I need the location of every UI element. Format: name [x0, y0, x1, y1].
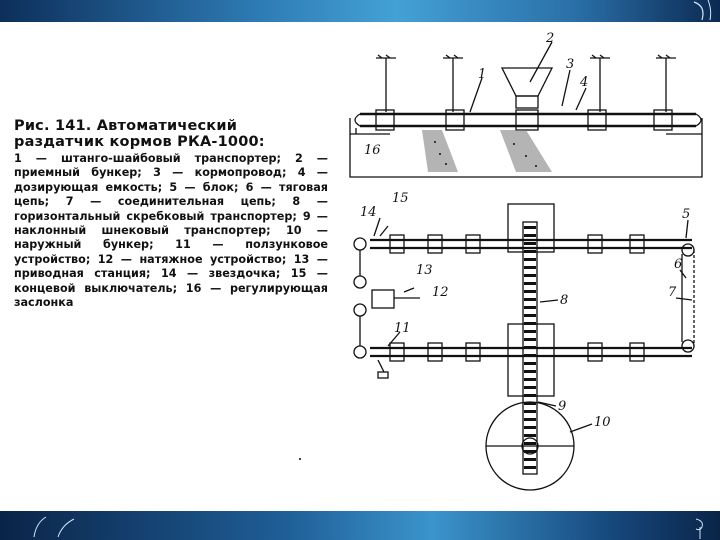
label-1: 1: [478, 67, 487, 82]
corner-curl-icon: [690, 0, 720, 22]
caption-title: Рис. 141. Автоматический раздатчик кормов РКА-1000:: [14, 118, 265, 150]
bottom-left-curl-icon: [28, 513, 88, 539]
figure-caption: [14, 118, 328, 310]
label-14: 14: [360, 205, 377, 220]
label-16: 16: [364, 143, 381, 158]
label-8: 8: [560, 293, 569, 308]
bottom-right-curl-icon: [660, 513, 718, 539]
caption-legend-text: 1 — штанго-шайбовый транспортер; 2 — приемный бункер; 3 — кормопровод; 4 — дозирующая емкость; 5 — блок; 6 — тяговая цепь; 7 — соединительная цепь; 8 — горизонтальный скребковый транспортер; 9 — наклонный шнековый транспортер; 10 — наружный бункер; 11 — ползунковое устройство; 12 — натяжное устройство; 13 — приводная станция; 14 — звездочка; 15 — концевой выключатель; 16 — регулирующая заслонка: [14, 152, 328, 310]
label-6: 6: [674, 257, 683, 272]
label-3: 3: [566, 57, 575, 72]
bottom-decorative-band: [0, 511, 720, 540]
label-2: 2: [546, 31, 555, 46]
label-12: 12: [432, 285, 449, 300]
label-7: 7: [668, 285, 677, 300]
label-5: 5: [682, 207, 691, 222]
label-11: 11: [394, 321, 411, 336]
label-10: 10: [594, 415, 611, 430]
stray-dot: [299, 458, 301, 460]
label-13: 13: [416, 263, 433, 278]
label-4: 4: [580, 75, 589, 90]
technical-drawing: [330, 22, 720, 511]
label-15: 15: [392, 191, 409, 206]
top-decorative-band: [0, 0, 720, 22]
label-9: 9: [558, 399, 567, 414]
